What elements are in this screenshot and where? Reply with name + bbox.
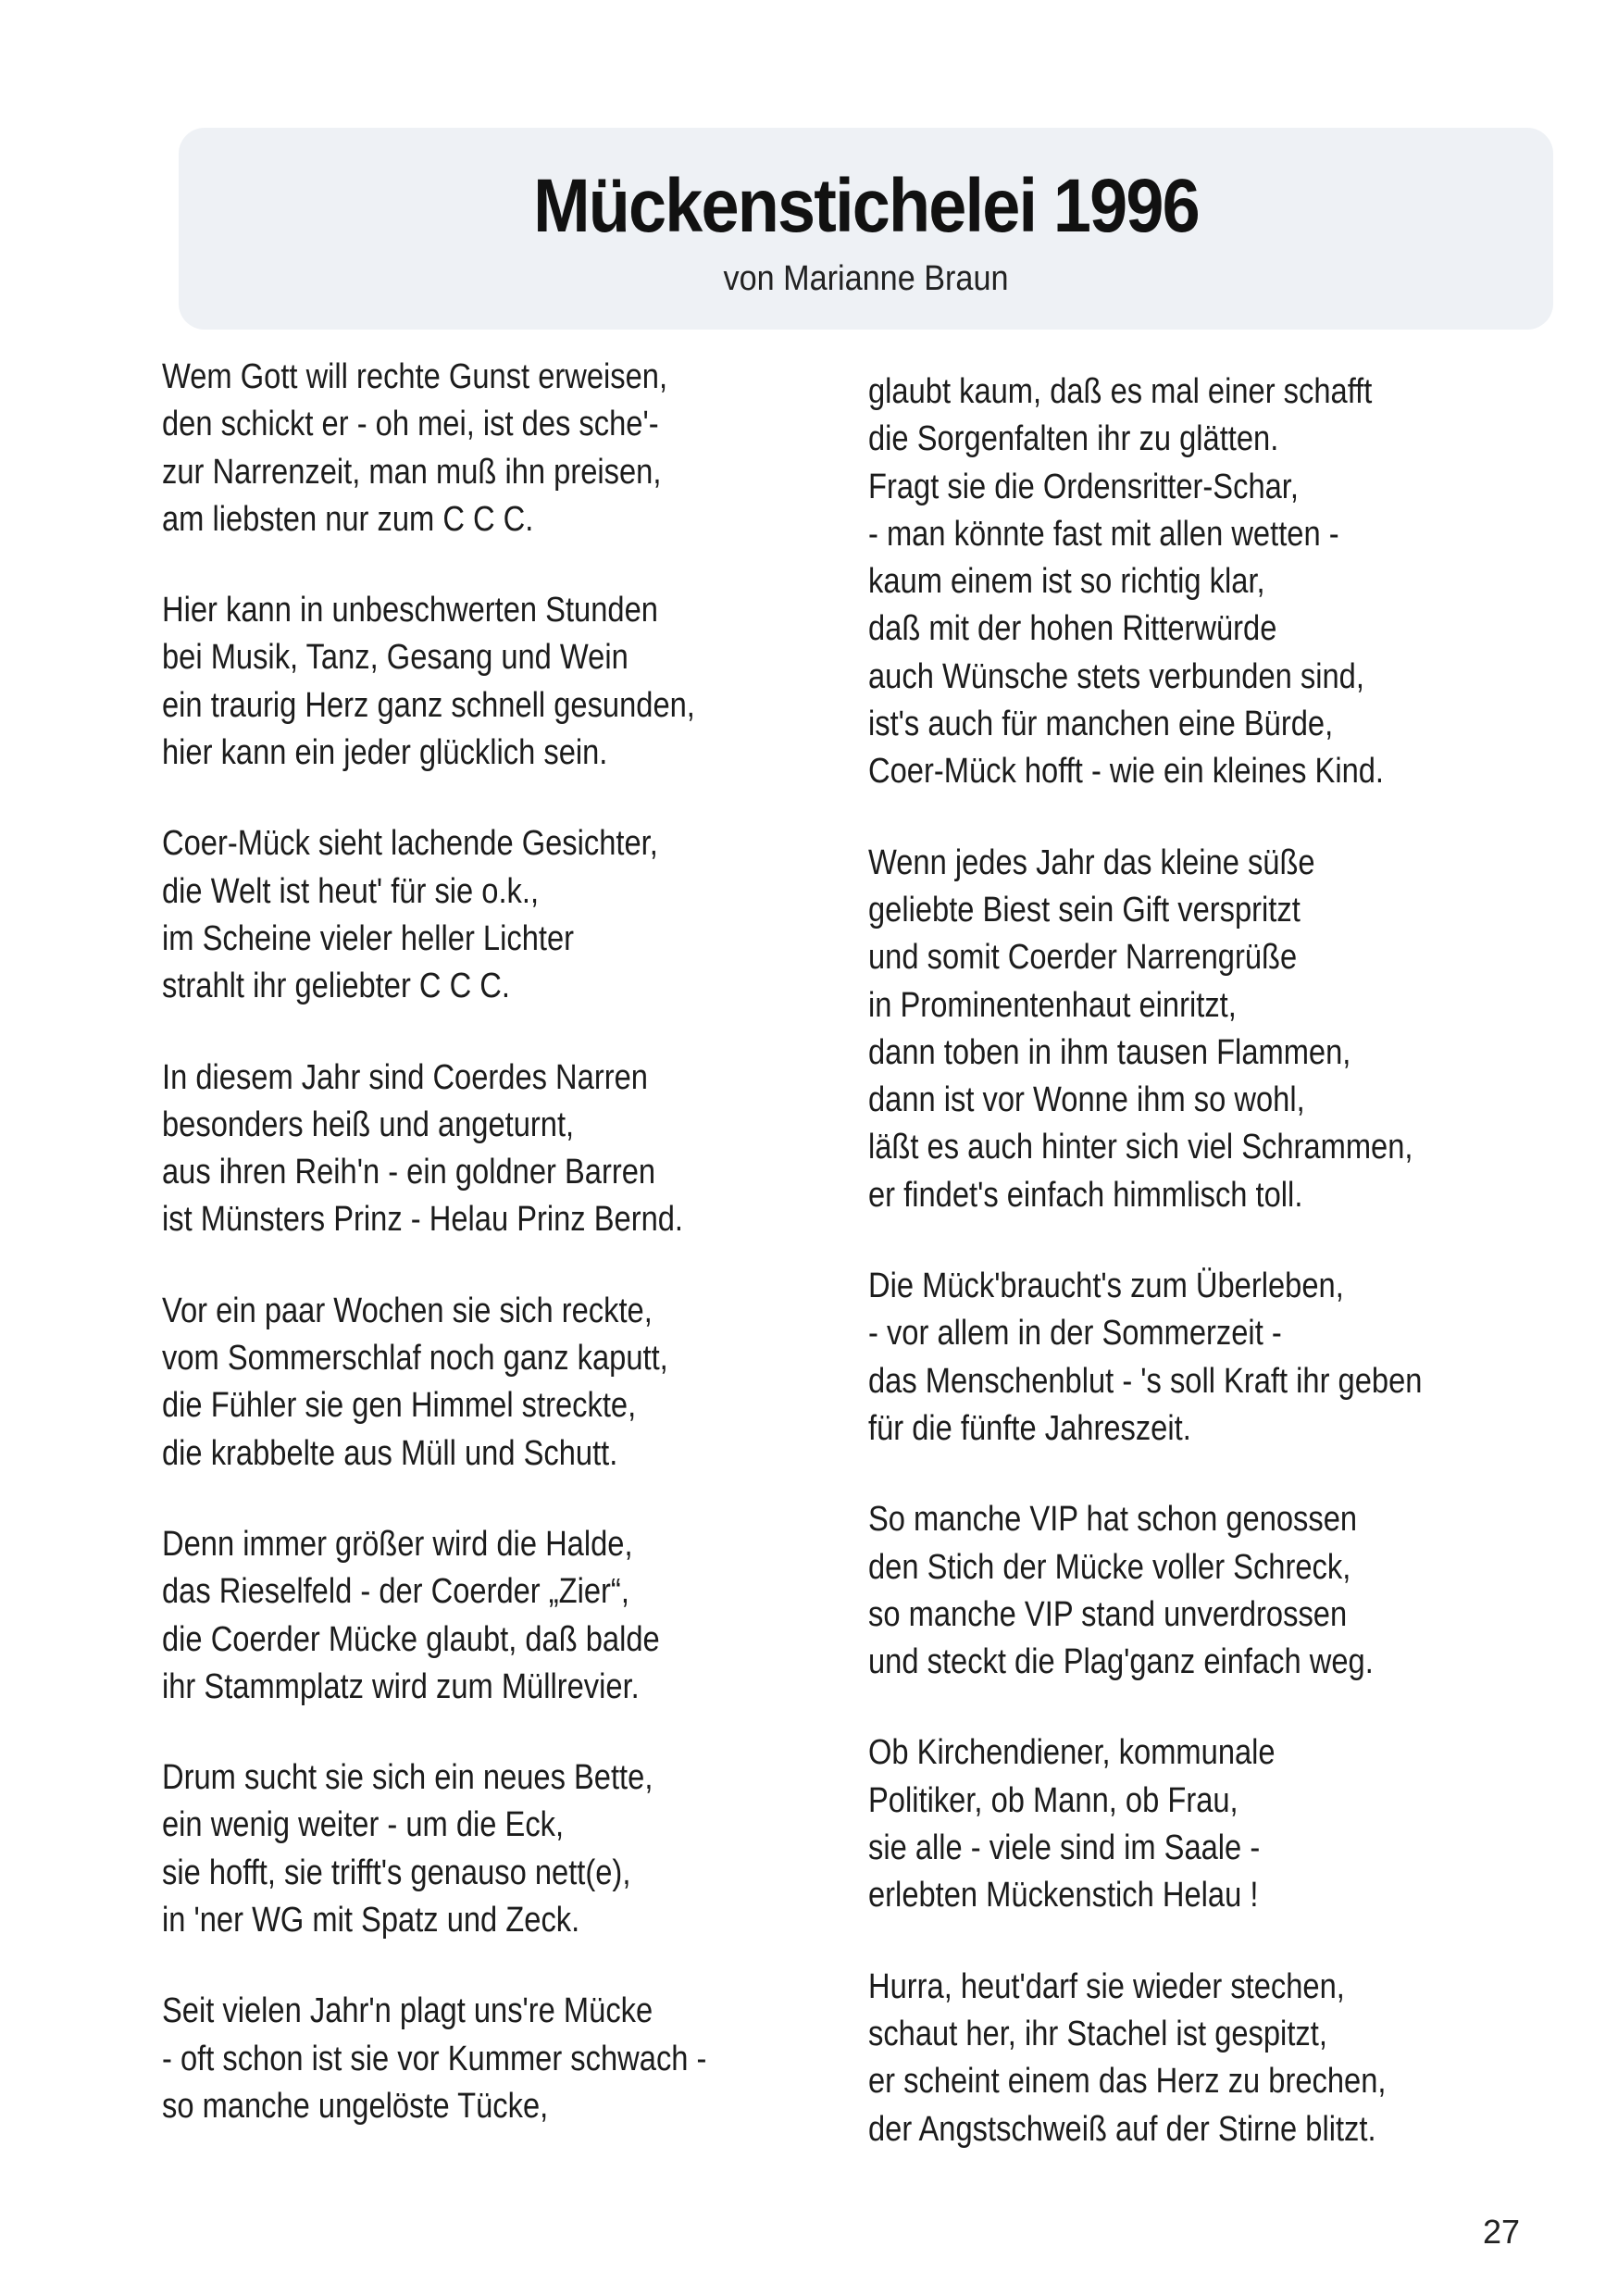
verse-line: geliebte Biest sein Gift verspritzt [868, 890, 1301, 930]
right-column [868, 368, 1535, 2197]
verse-line: der Angstschweiß auf der Stirne blitzt. [868, 2109, 1376, 2149]
stanza [868, 368, 1535, 796]
verse-line: Denn immer größer wird die Halde, [162, 1524, 633, 1564]
verse-line: In diesem Jahr sind Coerdes Narren [162, 1057, 648, 1097]
verse-line: bei Musik, Tanz, Gesang und Wein [162, 638, 629, 678]
verse-line: Wem Gott will rechte Gunst erweisen, [162, 357, 668, 396]
verse-line: in Prominentenhaut einritzt, [868, 985, 1237, 1025]
verse-line: dann toben in ihm tausen Flammen, [868, 1032, 1351, 1072]
verse-line: Coer-Mück sieht lachende Gesichter, [162, 824, 658, 864]
verse-line: das Rieselfeld - der Coerder „Zier“, [162, 1572, 629, 1612]
stanza [868, 1729, 1535, 1919]
poem-title: Mückenstichelei 1996 [533, 164, 1199, 248]
verse-line: auch Wünsche stets verbunden sind, [868, 656, 1364, 696]
stanza [162, 1288, 828, 1478]
verse-line: zur Narrenzeit, man muß ihn preisen, [162, 452, 662, 492]
verse-line: dann ist vor Wonne ihm so wohl, [868, 1080, 1305, 1120]
verse-line: das Menschenblut - 's soll Kraft ihr geben [868, 1361, 1423, 1401]
verse-line: er scheint einem das Herz zu brechen, [868, 2062, 1387, 2102]
verse-line: erlebten Mückenstich Helau ! [868, 1876, 1259, 1915]
verse-line: - oft schon ist sie vor Kummer schwach - [162, 2039, 707, 2078]
verse-line: und somit Coerder Narrengrüße [868, 938, 1298, 978]
verse-line: Vor ein paar Wochen sie sich reckte, [162, 1291, 653, 1330]
verse-line: Politiker, ob Mann, ob Frau, [868, 1780, 1238, 1820]
verse-line: Drum sucht sie sich ein neues Bette, [162, 1758, 653, 1798]
verse-line: die Welt ist heut' für sie o.k., [162, 871, 540, 911]
stanza [868, 1964, 1535, 2153]
verse-line: so manche ungelöste Tücke, [162, 2086, 549, 2126]
verse-line: sie hofft, sie trifft's genauso nett(e), [162, 1853, 631, 1892]
verse-line: so manche VIP stand unverdrossen [868, 1594, 1348, 1634]
verse-line: läßt es auch hinter sich viel Schrammen, [868, 1128, 1413, 1167]
stanza [868, 840, 1535, 1219]
verse-line: ist Münsters Prinz - Helau Prinz Bernd. [162, 1200, 684, 1240]
verse-line: für die fünfte Jahreszeit. [868, 1408, 1191, 1448]
stanza [868, 1263, 1535, 1453]
verse-line: - man könnte fast mit allen wetten - [868, 514, 1339, 554]
stanza [162, 1754, 828, 1944]
verse-line: Wenn jedes Jahr das kleine süße [868, 842, 1315, 882]
verse-line: vom Sommerschlaf noch ganz kaputt, [162, 1339, 668, 1379]
verse-line: glaubt kaum, daß es mal einer schafft [868, 372, 1373, 411]
verse-line: Hurra, heut'darf sie wieder stechen, [868, 1966, 1345, 2006]
stanza [868, 1496, 1535, 1686]
verse-line: kaum einem ist so richtig klar, [868, 562, 1265, 602]
verse-line: im Scheine vieler heller Lichter [162, 918, 575, 958]
verse-line: daß mit der hohen Ritterwürde [868, 609, 1277, 649]
stanza [162, 1521, 828, 1711]
verse-line: - vor allem in der Sommerzeit - [868, 1314, 1282, 1354]
verse-line: Die Mück'braucht's zum Überleben, [868, 1267, 1344, 1306]
verse-line: und steckt die Plag'ganz einfach weg. [868, 1642, 1374, 1682]
stanza [162, 1988, 828, 2130]
verse-line: den Stich der Mücke voller Schreck, [868, 1547, 1351, 1587]
title-banner [179, 128, 1553, 330]
left-column [162, 354, 828, 2174]
verse-line: besonders heiß und angeturnt, [162, 1104, 575, 1144]
page-number: 27 [1483, 2213, 1521, 2251]
verse-line: hier kann ein jeder glücklich sein. [162, 733, 608, 773]
stanza [162, 587, 828, 777]
verse-line: die krabbelte aus Müll und Schutt. [162, 1433, 618, 1473]
verse-line: strahlt ihr geliebter C C C. [162, 967, 510, 1006]
verse-line: den schickt er - oh mei, ist des sche'- [162, 405, 659, 444]
verse-line: er findet's einfach himmlisch toll. [868, 1175, 1303, 1215]
verse-line: die Fühler sie gen Himmel streckte, [162, 1386, 637, 1426]
verse-line: am liebsten nur zum C C C. [162, 499, 534, 539]
verse-line: Ob Kirchendiener, kommunale [868, 1733, 1276, 1773]
stanza [162, 820, 828, 1010]
verse-line: Hier kann in unbeschwerten Stunden [162, 591, 658, 630]
poem-author: von Marianne Braun [723, 259, 1009, 298]
verse-line: schaut her, ihr Stachel ist gespitzt, [868, 2014, 1327, 2053]
verse-line: ist's auch für manchen eine Bürde, [868, 705, 1334, 744]
verse-line: ein wenig weiter - um die Eck, [162, 1805, 565, 1845]
verse-line: in 'ner WG mit Spatz und Zeck. [162, 1901, 580, 1940]
stanza [162, 354, 828, 543]
verse-line: ihr Stammplatz wird zum Müllrevier. [162, 1666, 640, 1706]
verse-line: die Coerder Mücke glaubt, daß balde [162, 1619, 660, 1659]
verse-line: aus ihren Reih'n - ein goldner Barren [162, 1153, 656, 1192]
stanza [162, 1054, 828, 1244]
verse-line: So manche VIP hat schon genossen [868, 1500, 1358, 1540]
verse-line: sie alle - viele sind im Saale - [868, 1828, 1261, 1868]
verse-line: Seit vielen Jahr'n plagt uns're Mücke [162, 1991, 653, 2031]
verse-line: Fragt sie die Ordensritter-Schar, [868, 467, 1299, 506]
verse-line: Coer-Mück hofft - wie ein kleines Kind. [868, 752, 1385, 792]
verse-line: die Sorgenfalten ihr zu glätten. [868, 419, 1279, 459]
verse-line: ein traurig Herz ganz schnell gesunden, [162, 685, 695, 725]
